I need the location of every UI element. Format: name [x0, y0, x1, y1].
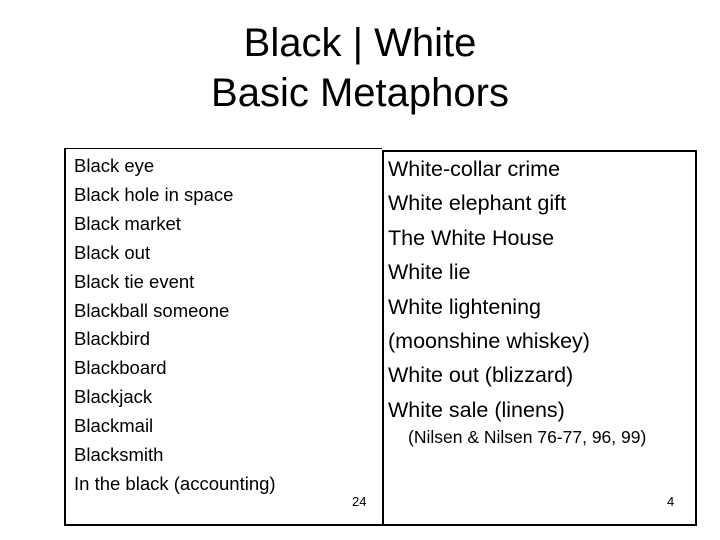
list-item: In the black (accounting) [74, 472, 276, 494]
page-number-right: 4 [667, 494, 675, 509]
list-item: The White House [388, 225, 555, 250]
list-item: Blacksmith [74, 444, 164, 466]
list-item: Black out [74, 241, 151, 263]
list-item: White lightening [388, 294, 541, 319]
list-item: White sale (linens) [388, 397, 565, 422]
list-item: Black eye [74, 155, 155, 176]
slide-title [0, 18, 720, 118]
list-item: White lie [388, 260, 471, 285]
title-line-2: Basic Metaphors [211, 71, 509, 115]
list-item: Blackball someone [74, 299, 230, 321]
list-item: Black tie event [74, 270, 195, 292]
list-item: Black hole in space [74, 183, 234, 205]
page-number-left: 24 [352, 494, 367, 509]
list-item: Blackbird [74, 328, 151, 350]
black-metaphors-list [74, 152, 276, 499]
list-item: Blackmail [74, 415, 154, 437]
list-item: Black market [74, 212, 181, 234]
list-item: Blackjack [74, 386, 153, 408]
white-metaphors-list [388, 152, 590, 427]
list-item: White-collar crime [388, 157, 561, 181]
list-item: White out (blizzard) [388, 363, 574, 388]
citation: (Nilsen & Nilsen 76-77, 96, 99) [408, 427, 647, 447]
list-item: Blackboard [74, 357, 167, 379]
list-item: White elephant gift [388, 191, 567, 216]
title-line-1: Black | White [243, 21, 477, 65]
list-item: (moonshine whiskey) [388, 329, 590, 354]
